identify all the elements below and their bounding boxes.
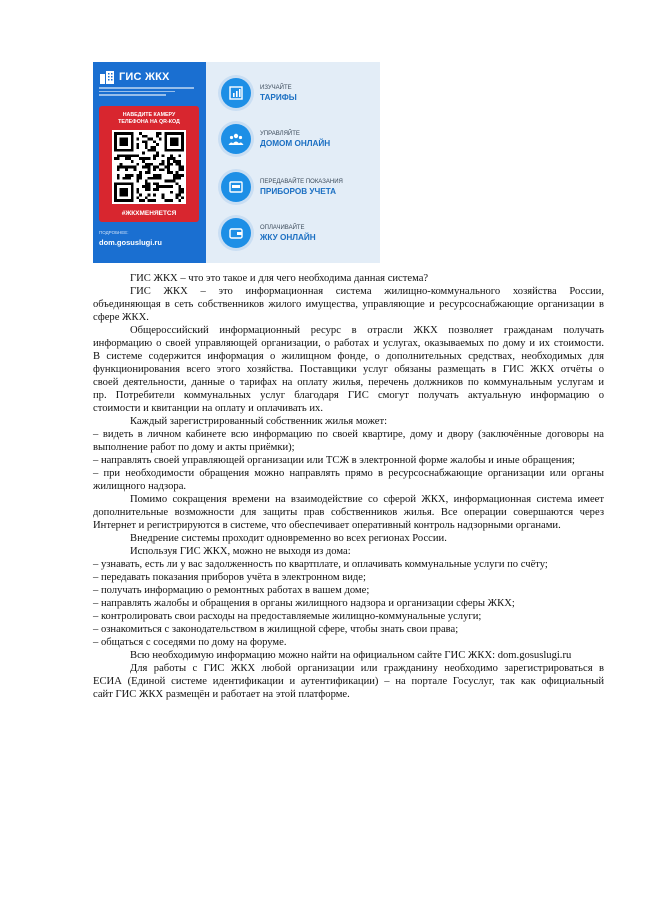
list-item-cont: выполнение работ по дому и акты приёмки); bbox=[93, 442, 295, 453]
paragraph-line: ГИС ЖКХ – это информационная система жилищно-коммунального хозяйства России, bbox=[130, 286, 604, 297]
people-icon bbox=[228, 131, 244, 147]
paragraph-line: Всю необходимую информацию можно найти на официальном сайте ГИС ЖКХ: dom.gosuslugi.ru bbox=[130, 650, 572, 661]
building-icon bbox=[99, 70, 115, 84]
paragraph-line: объединяющая в сеть собственников жилого имущества, управляющие и ресурсоснабжающие организации в bbox=[93, 299, 604, 310]
logo-text: ГИС ЖКХ bbox=[119, 71, 170, 83]
paragraph-line: Помимо сокращения времени на взаимодействие со сферой ЖКХ, информационная система имеет bbox=[130, 494, 604, 505]
paragraph-line: сайт ГИС ЖКХ размещён и работает на этой платформе. bbox=[93, 689, 350, 700]
meter-icon bbox=[228, 179, 244, 195]
paragraph-line: Каждый зарегистрированный собственник жилья может: bbox=[130, 416, 388, 427]
paragraph-line: Общероссийский информационный ресурс в отрасли ЖКХ позволяет гражданам получать bbox=[130, 325, 604, 336]
qr-code[interactable] bbox=[112, 130, 186, 204]
feature-big: ДОМОМ ОНЛАЙН bbox=[260, 139, 331, 148]
feature-meters bbox=[221, 172, 343, 202]
list-item: – общаться с соседями по дому на форуме. bbox=[93, 637, 287, 648]
list-item-cont: жилищного надзора. bbox=[93, 481, 187, 492]
list-item: – контролировать свои расходы на предоставляемые жилищно-коммунальные услуги; bbox=[93, 611, 482, 622]
article-title: ГИС ЖКХ – что это такое и для чего необходима данная система? bbox=[130, 273, 429, 284]
list-item: – передавать показания приборов учёта в электронном виде; bbox=[93, 572, 366, 583]
feature-big: ЖКУ ОНЛАЙН bbox=[260, 233, 316, 242]
list-item: – направлять жалобы и обращения в органы жилищного надзора и организации сферы ЖКХ; bbox=[93, 598, 515, 609]
feature-small: ПЕРЕДАВАЙТЕ ПОКАЗАНИЯ bbox=[260, 179, 343, 185]
list-item: – видеть в личном кабинете всю информацию по своей квартире, дому и двору (заключённые договоры на bbox=[93, 429, 604, 440]
paragraph-line: Для работы с ГИС ЖКХ любой организации или гражданину необходимо зарегистрироваться в bbox=[130, 663, 604, 674]
hashtag: #ЖКХМЕНЯЕТСЯ bbox=[121, 210, 177, 217]
list-item: – ознакомиться с законодательством в жилищной сфере, чтобы знать свои права; bbox=[93, 624, 459, 635]
wallet-icon bbox=[228, 225, 244, 241]
paragraph-line: информацию о своей управляющей организации, о работах и услугах, оказываемых по дому и их стоимости. bbox=[93, 338, 604, 349]
qr-card bbox=[99, 106, 199, 222]
paragraph-line: В системе содержится информация о жилищном фонде, о дополнительных средствах, необходимых для bbox=[93, 351, 604, 362]
qr-heading: НАВЕДИТЕ КАМЕРУ ТЕЛЕФОНА НА QR-КОД bbox=[118, 112, 180, 125]
feature-home-online bbox=[221, 124, 330, 154]
paragraph-line: функционирования всего этого хозяйства. Поставщики услуг обязаны размещать в ГИС ЖКХ отчёты о bbox=[93, 364, 604, 375]
banner-left-panel bbox=[93, 62, 206, 263]
gis-zhkh-banner bbox=[93, 62, 380, 263]
feature-small: ИЗУЧАЙТЕ bbox=[260, 85, 292, 91]
feature-small: УПРАВЛЯЙТЕ bbox=[260, 131, 300, 137]
paragraph-line: своей деятельности, данные о тарифах на оплату жилья, перечень должников по коммунальным услугам и bbox=[93, 377, 604, 388]
paragraph-line: Интернет и регистрируются в системе, что обеспечивает оперативный контроль надзорными органами. bbox=[93, 520, 561, 531]
paragraph-line: пр. Потребители коммунальных услуг благодаря ГИС смогут получать актуальную информацию о bbox=[93, 390, 604, 401]
paragraph-line: дополнительные возможности для защиты прав собственников жилья. Все операции совершаются через bbox=[93, 507, 604, 518]
feature-big: ТАРИФЫ bbox=[260, 93, 297, 102]
site-link[interactable]: dom.gosuslugi.ru bbox=[99, 238, 162, 247]
feature-small: ОПЛАЧИВАЙТЕ bbox=[260, 225, 305, 231]
paragraph-line: сфере ЖКХ. bbox=[93, 312, 149, 323]
paragraph-line: Внедрение системы проходит одновременно во всех регионах России. bbox=[130, 533, 447, 544]
paragraph-line: Используя ГИС ЖКХ, можно не выходя из дома: bbox=[130, 546, 351, 557]
qr-code-icon bbox=[114, 132, 184, 202]
list-item: – получать информацию о ремонтных работах в вашем доме; bbox=[93, 585, 370, 596]
more-label: ПОДРОБНЕЕ: bbox=[99, 230, 129, 235]
feature-tariffs bbox=[221, 78, 297, 108]
list-item: – узнавать, есть ли у вас задолженность по квартплате, и оплачивать коммунальные услуги по счёту; bbox=[93, 559, 548, 570]
logo-subtitle-lines bbox=[99, 87, 194, 98]
paragraph-line: стоимости и квитанции на оплату и оплачивать их. bbox=[93, 403, 323, 414]
feature-pay-online bbox=[221, 218, 316, 248]
list-item: – направлять своей управляющей организации или ТСЖ в электронной форме жалобы и иные обращения; bbox=[93, 455, 575, 466]
chart-icon bbox=[228, 85, 244, 101]
feature-big: ПРИБОРОВ УЧЕТА bbox=[260, 187, 337, 196]
gis-logo bbox=[99, 70, 170, 84]
paragraph-line: ЕСИА (Единой системе идентификации и аутентификации) – на портале Госуслуг, так как официальный bbox=[93, 676, 604, 687]
list-item: – при необходимости обращения можно направлять прямо в ресурсоснабжающие организации или органы bbox=[93, 468, 604, 479]
